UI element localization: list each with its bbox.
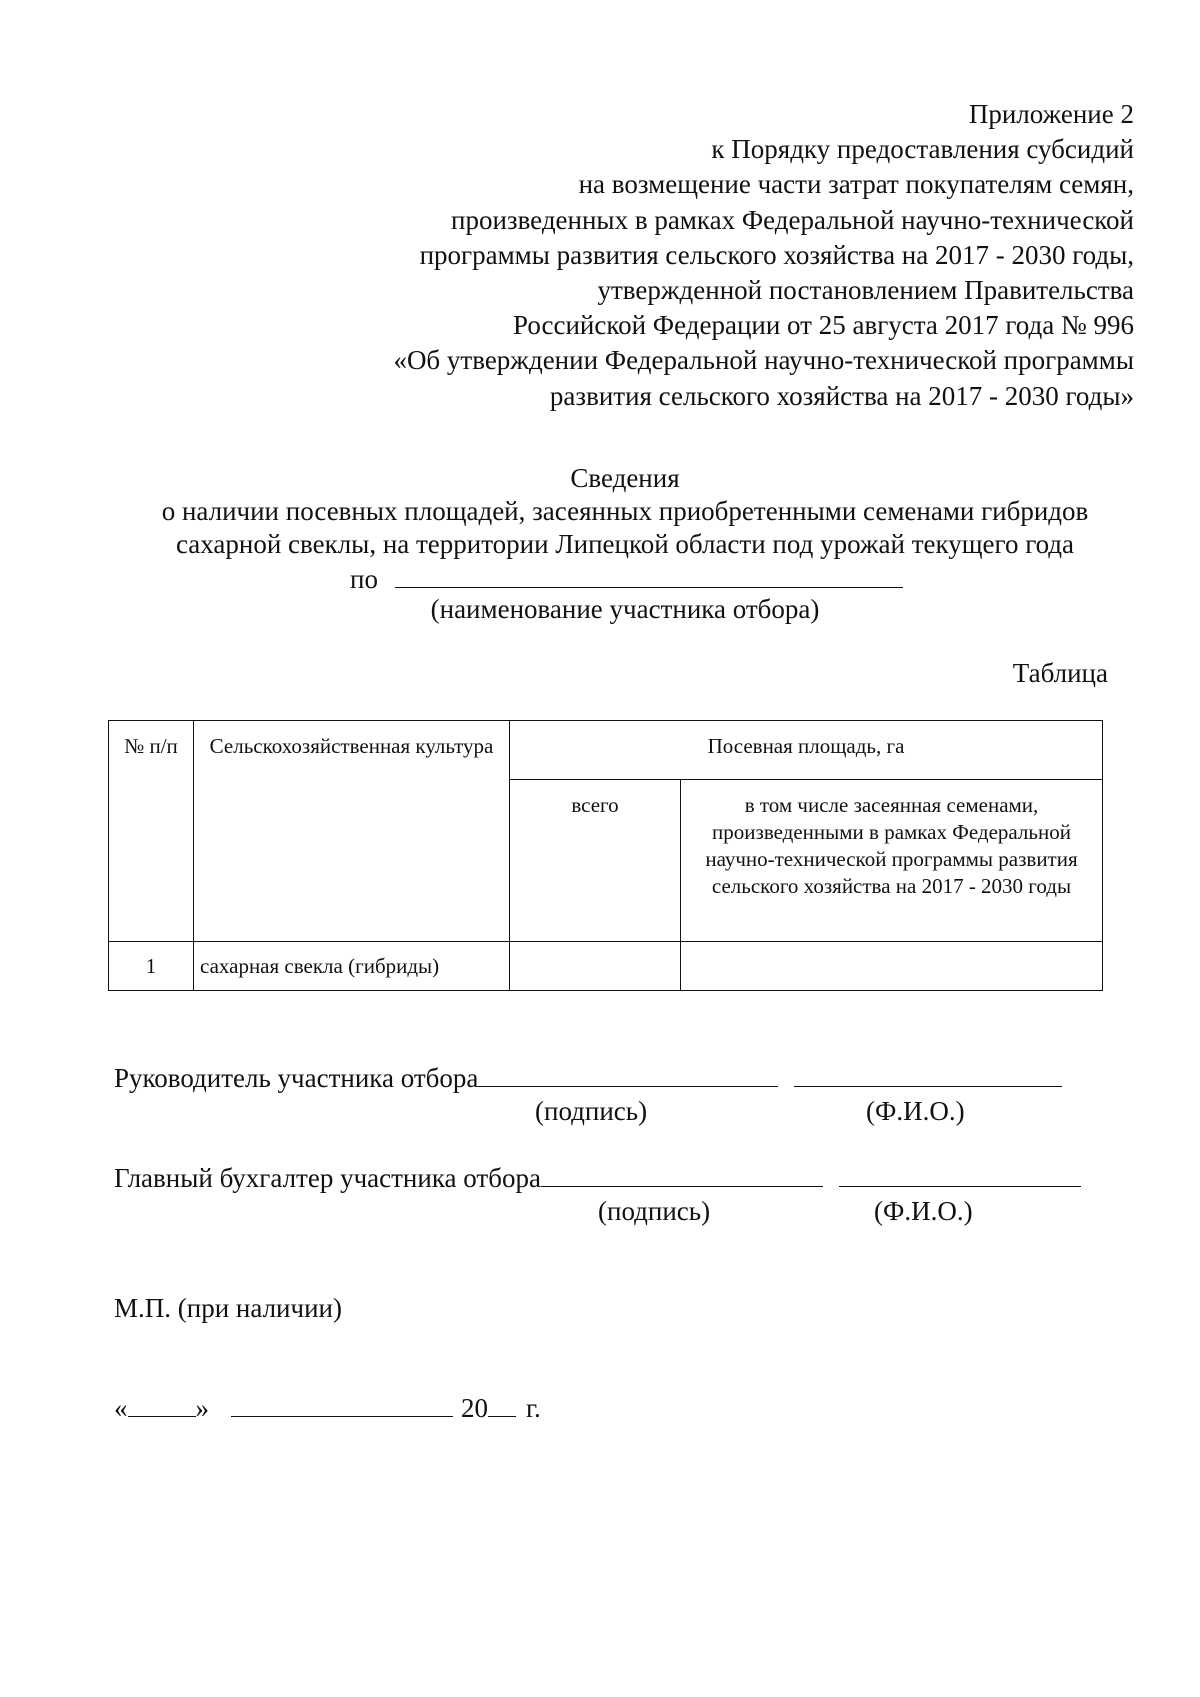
- table-label: Таблица: [1012, 658, 1108, 688]
- date-month-field[interactable]: [231, 1394, 453, 1417]
- head-signature-field[interactable]: [478, 1064, 778, 1087]
- accountant-name-field[interactable]: [839, 1164, 1081, 1187]
- date-year-suffix: г.: [526, 1393, 541, 1423]
- date-year-prefix: 20: [461, 1393, 488, 1423]
- by-prefix: по: [350, 564, 378, 594]
- header-culture: Сельскохозяйственная культура: [194, 721, 510, 942]
- accountant-name-caption: (Ф.И.О.): [874, 1196, 973, 1226]
- head-signature-row: [114, 1062, 1062, 1095]
- date-close-quote: »: [195, 1393, 209, 1423]
- table-row: [109, 942, 1103, 991]
- header-num: № п/п: [109, 721, 194, 942]
- appendix-line: на возмещение части затрат покупателям семян,: [578, 169, 1134, 200]
- row-num: 1: [109, 942, 194, 991]
- table-header-row: [109, 721, 1103, 780]
- title-line-2: сахарной свеклы, на территории Липецкой области под урожай текущего года: [175, 529, 1075, 559]
- document-title: [60, 462, 1190, 561]
- accountant-signature-row: [114, 1162, 1081, 1195]
- row-total-cell[interactable]: [510, 942, 681, 991]
- sowing-area-table: [108, 720, 1103, 991]
- title-line-1: о наличии посевных площадей, засеянных приобретенными семенами гибридов: [161, 496, 1089, 526]
- participant-name-field[interactable]: [395, 565, 903, 588]
- head-label: Руководитель участника отбора: [114, 1063, 479, 1093]
- header-sowing-area: Посевная площадь, га: [510, 721, 1103, 780]
- appendix-line: утвержденной постановлением Правительства: [597, 275, 1134, 306]
- appendix-line: Приложение 2: [968, 99, 1134, 129]
- appendix-line: к Порядку предоставления субсидий: [711, 134, 1134, 165]
- appendix-line: произведенных в рамках Федеральной научно-технической: [451, 204, 1134, 235]
- row-culture: сахарная свекла (гибриды): [194, 942, 510, 991]
- participant-row: [350, 563, 903, 596]
- head-name-caption: (Ф.И.О.): [866, 1096, 965, 1126]
- head-name-field[interactable]: [794, 1064, 1062, 1087]
- appendix-line: Российской Федерации от 25 августа 2017 года № 996: [512, 310, 1134, 341]
- accountant-sign-caption: (подпись): [598, 1196, 711, 1226]
- participant-caption: (наименование участника отбора): [430, 594, 820, 624]
- accountant-signature-field[interactable]: [541, 1164, 823, 1187]
- date-open-quote: «: [114, 1393, 128, 1423]
- date-row: [114, 1392, 541, 1425]
- stamp-note: М.П. (при наличии): [114, 1293, 342, 1323]
- appendix-line: «Об утверждении Федеральной научно-технической программы: [393, 345, 1134, 376]
- title-heading: Сведения: [570, 463, 680, 493]
- head-sign-caption: (подпись): [535, 1096, 648, 1126]
- row-including-cell[interactable]: [681, 942, 1103, 991]
- appendix-line: развития сельского хозяйства на 2017 - 2030 годы»: [549, 380, 1134, 411]
- accountant-label: Главный бухгалтер участника отбора: [114, 1163, 541, 1193]
- date-day-field[interactable]: [128, 1394, 196, 1417]
- appendix-header: [250, 97, 1134, 414]
- date-year-field[interactable]: [488, 1394, 516, 1417]
- header-including: в том числе засеянная семенами, произведенными в рамках Федеральной научно-технической программы развития сельского хозяйства на 2017 - 2030 годы: [681, 780, 1103, 942]
- appendix-line: программы развития сельского хозяйства на 2017 - 2030 годы,: [419, 239, 1134, 270]
- header-total: всего: [510, 780, 681, 942]
